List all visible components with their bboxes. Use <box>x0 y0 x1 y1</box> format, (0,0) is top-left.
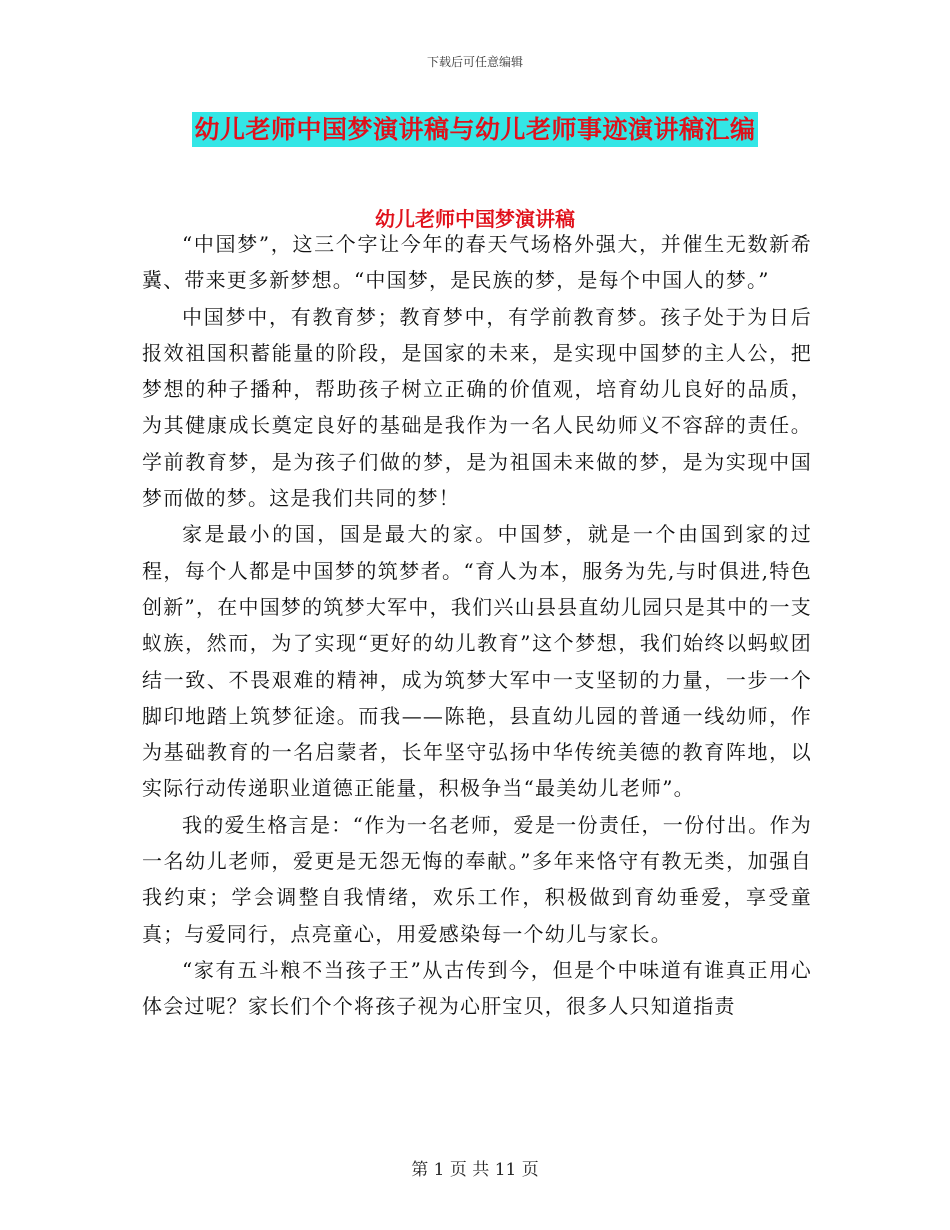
paragraph: 我的爱生格言是：“作为一名老师，爱是一份责任，一份付出。作为一名幼儿老师，爱更是无怨无悔的奉献。”多年来恪守有教无类，加强自我约束；学会调整自我情绪，欢乐工作，积极做到育幼垂爱，享受童真；与爱同行，点亮童心，用爱感染每一个幼儿与家长。 <box>142 812 812 946</box>
section-title: 幼儿老师中国梦演讲稿 <box>375 207 575 231</box>
paragraph: “中国梦”，这三个字让今年的春天气场格外强大，并催生无数新希冀、带来更多新梦想。“中国梦，是民族的梦，是每个中国人的梦。” <box>142 232 812 293</box>
document-body <box>142 226 812 1025</box>
paragraph: “家有五斗粮不当孩子王”从古传到今，但是个中味道有谁真正用心体会过呢？家长们个个将孩子视为心肝宝贝，很多人只知道指责 <box>142 957 812 1019</box>
paragraph: 中国梦中，有教育梦；教育梦中，有学前教育梦。孩子处于为日后报效祖国积蓄能量的阶段，是国家的未来，是实现中国梦的主人公，把梦想的种子播种，帮助孩子树立正确的价值观，培育幼儿良好的品质，为其健康成长奠定良好的基础是我作为一名人民幼师义不容辞的责任。学前教育梦，是为孩子们做的梦，是为祖国未来做的梦，是为实现中国梦而做的梦。这是我们共同的梦！ <box>142 304 812 511</box>
paragraph: 家是最小的国，国是最大的家。中国梦，就是一个由国到家的过程，每个人都是中国梦的筑梦者。“育人为本，服务为先,与时俱进,特色创新”，在中国梦的筑梦大军中，我们兴山县县直幼儿园只是其中的一支蚁族，然而，为了实现“更好的幼儿教育”这个梦想，我们始终以蚂蚁团结一致、不畏艰难的精神，成为筑梦大军中一支坚韧的力量，一步一个脚印地踏上筑梦征途。而我——陈艳，县直幼儿园的普通一线幼师，作为基础教育的一名启蒙者，长年坚守弘扬中华传统美德的教育阵地，以实际行动传递职业道德正能量，积极争当“最美幼儿老师”。 <box>142 522 812 801</box>
document-title-text: 幼儿老师中国梦演讲稿与幼儿老师事迹演讲稿汇编 <box>192 112 757 147</box>
page-header-note: 下载后可任意编辑 <box>426 55 523 69</box>
document-title <box>0 110 950 146</box>
page-footer: 第 1 页 共 11 页 <box>411 1160 539 1180</box>
